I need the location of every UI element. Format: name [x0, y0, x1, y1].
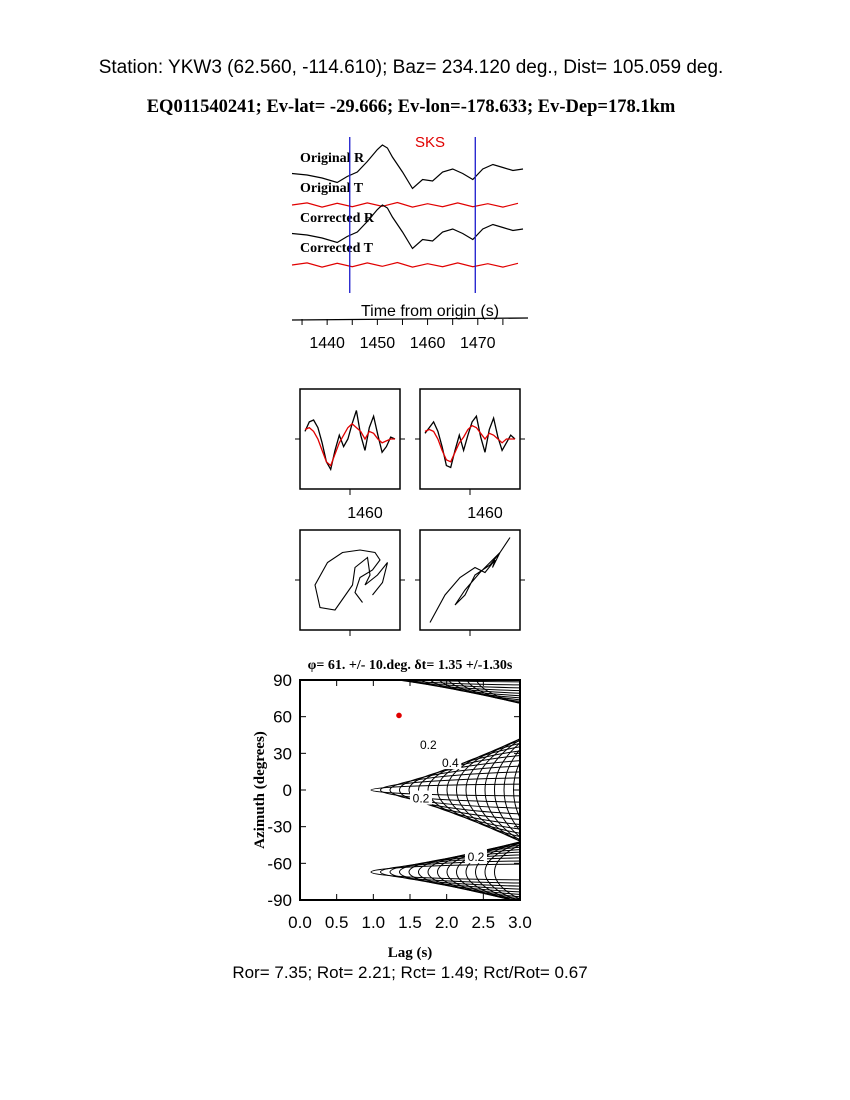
contour-center-16 — [523, 680, 718, 900]
time-tick-label-1460: 1460 — [409, 335, 446, 352]
seismogram-trace-4 — [292, 263, 518, 268]
waveform-left-tick-label: 1460 — [347, 505, 383, 522]
seismogram-trace-2 — [292, 203, 518, 208]
contour-bottom-13 — [495, 820, 690, 924]
pm-left-line — [315, 550, 388, 610]
contour-center-13 — [495, 700, 690, 881]
best-fit-dot — [396, 713, 402, 719]
lag-axis-title: Lag (s) — [387, 945, 433, 961]
grid-title: φ= 61. +/- 10.deg. δt= 1.35 +/-1.30s — [307, 658, 513, 673]
contour-center-3 — [400, 765, 595, 816]
waveform-right-tick-label: 1460 — [467, 505, 503, 522]
seismogram-panel — [292, 134, 528, 352]
time-tick-label-1470: 1470 — [459, 335, 496, 352]
azimuth-tick-label-5: -60 — [267, 854, 292, 874]
azimuth-tick-label-1: 60 — [273, 707, 292, 727]
contour-label-1: 0.4 — [441, 756, 459, 771]
phase-label-sks: SKS — [415, 134, 446, 151]
contour-center-10 — [466, 719, 661, 861]
lag-tick-label-2: 1.0 — [361, 913, 386, 932]
azimuth-tick-label-0: 90 — [273, 671, 292, 690]
contour-center-18 — [542, 667, 737, 913]
contour-center-0 — [371, 784, 566, 796]
contour-center-9 — [457, 726, 652, 855]
contour-center-4 — [409, 758, 604, 822]
contour-bottom-6 — [428, 844, 623, 901]
contour-center-11 — [476, 713, 671, 868]
particle-motion-left-path — [315, 550, 388, 610]
lag-tick-label-0: 0.0 — [288, 913, 312, 932]
particle-motion-right-path — [430, 538, 510, 623]
waveform-comparison-panels — [295, 389, 525, 522]
waveform-right-traces — [425, 416, 515, 467]
contour-center-20 — [561, 654, 756, 926]
trace-label-3: Corrected R — [300, 211, 374, 226]
particle-motion-left-frame — [300, 530, 400, 630]
contour-bottom-5 — [419, 847, 614, 897]
trace-label-4: Corrected T — [300, 241, 373, 256]
waveform-left-frame — [300, 389, 400, 489]
lag-tick-label-6: 3.0 — [508, 913, 532, 932]
lag-tick-label-5: 2.5 — [471, 913, 496, 932]
particle-motion-panels — [295, 530, 525, 636]
azimuth-tick-label-2: 30 — [273, 744, 292, 764]
contour-center-21 — [571, 648, 766, 933]
contour-center-8 — [447, 732, 642, 848]
energy-grid-panel — [252, 635, 766, 961]
azimuth-tick-label-6: -90 — [267, 891, 292, 910]
contour-bottom-3 — [400, 854, 595, 890]
time-tick-label-1450: 1450 — [359, 335, 396, 352]
wave-right-red-line — [425, 426, 515, 462]
contour-center-15 — [514, 687, 709, 894]
time-axis-title: Time from origin (s) — [360, 303, 500, 320]
contour-top-9 — [457, 641, 652, 711]
time-axis-ticks — [302, 319, 503, 352]
station-header: Station: YKW3 (62.560, -114.610); Baz= 234.120 deg., Dist= 105.059 deg. — [98, 57, 724, 78]
trace-label-1: Original R — [300, 151, 365, 166]
contour-bottom-10 — [466, 830, 661, 914]
contour-label-0: 0.2 — [419, 737, 437, 752]
azimuth-tick-label-3: 0 — [282, 781, 292, 800]
contour-top-8 — [447, 644, 642, 707]
contour-bottom-4 — [409, 850, 604, 893]
contour-bottom-11 — [476, 827, 671, 918]
contour-center-14 — [504, 693, 699, 887]
azimuth-axis-title: Azimuth (degrees) — [252, 731, 268, 849]
contour-top-11 — [476, 635, 671, 717]
particle-motion-ticks — [295, 580, 525, 636]
ratio-summary: Ror= 7.35; Rot= 2.21; Rct= 1.49; Rct/Rot= 0.67 — [232, 963, 588, 982]
contour-bottom-8 — [447, 837, 642, 907]
waveform-left-traces — [305, 411, 395, 470]
waveform-right-frame — [420, 389, 520, 489]
time-tick-label-1440: 1440 — [309, 335, 345, 352]
lag-tick-label-4: 2.0 — [434, 913, 459, 932]
azimuth-tick-label-4: -30 — [267, 817, 292, 837]
contour-top-7 — [438, 648, 633, 705]
trace-label-2: Original T — [300, 181, 364, 196]
contour-label-2: 0.2 — [412, 791, 430, 806]
event-header: EQ011540241; Ev-lat= -29.666; Ev-lon=-178.633; Ev-Dep=178.1km — [146, 97, 676, 117]
pm-right-line — [430, 538, 510, 623]
contour-center-17 — [533, 674, 728, 907]
contour-center-19 — [552, 661, 747, 920]
lag-tick-label-3: 1.5 — [398, 913, 422, 932]
contour-top-10 — [466, 638, 661, 714]
contour-center-7 — [438, 739, 633, 842]
contour-label-3: 0.2 — [467, 850, 485, 865]
lag-tick-label-1: 0.5 — [324, 913, 349, 932]
best-fit-marker — [396, 713, 402, 719]
